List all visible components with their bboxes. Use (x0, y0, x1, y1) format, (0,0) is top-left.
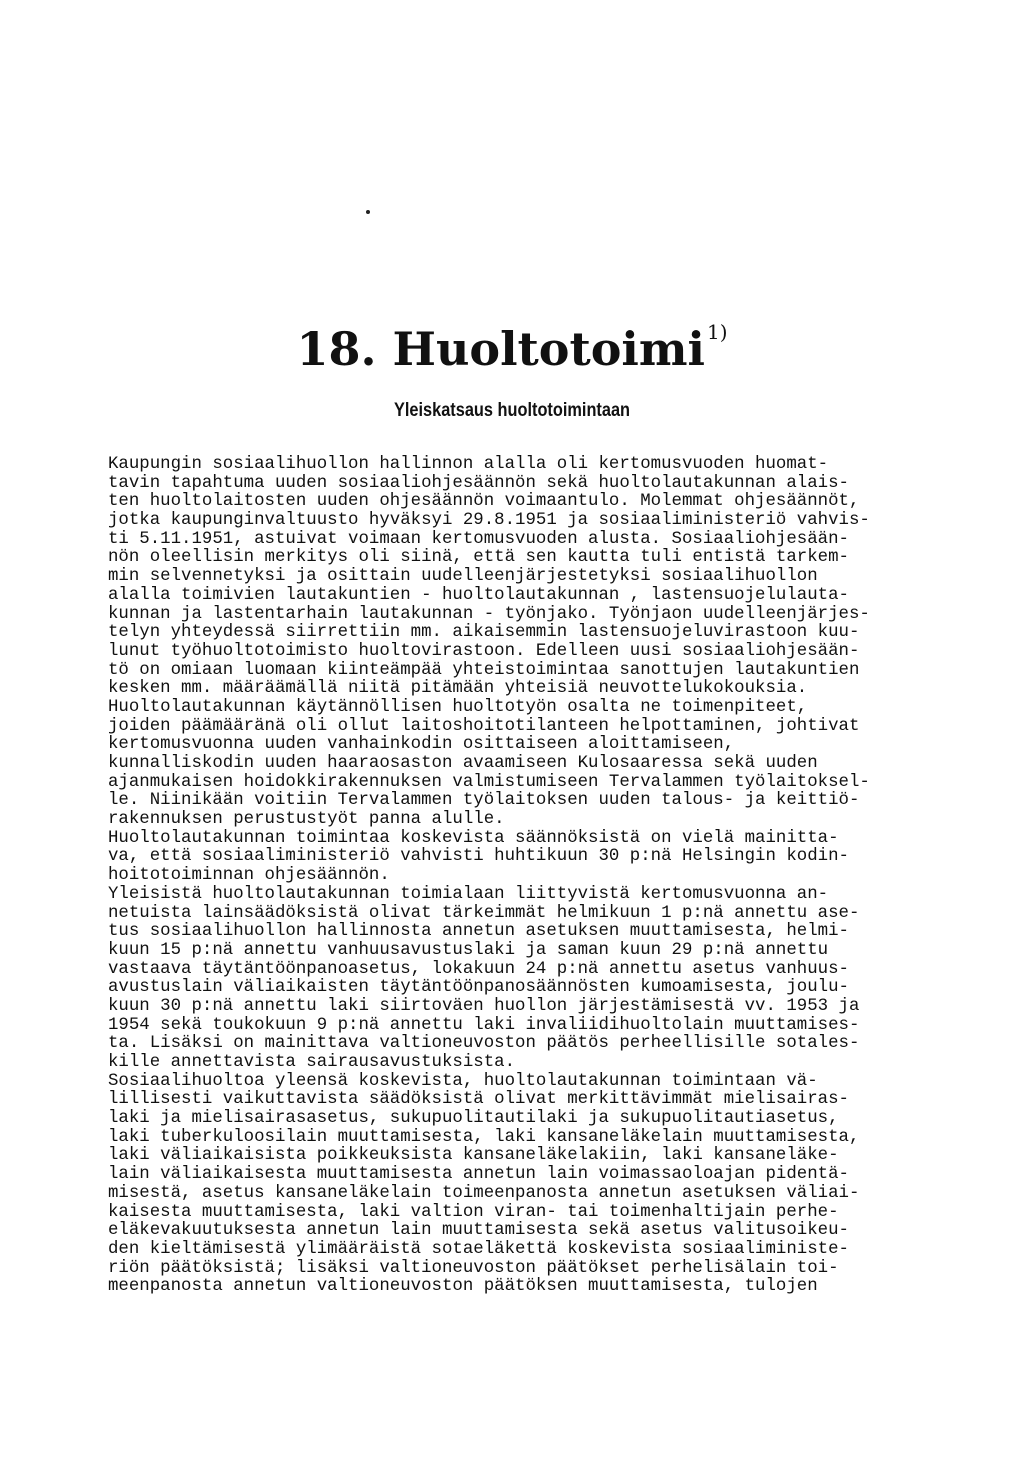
body-line: lillisesti vaikuttavista säädöksistä olivat merkittävimmät mielisairas- (108, 1090, 849, 1110)
body-line: Sosiaalihuoltoa yleensä koskevista, huoltolautakunnan toimintaan vä- (108, 1071, 818, 1091)
body-line: lunut työhuoltotoimisto huoltovirastoon. Edelleen uusi sosiaaliohjesään- (108, 641, 860, 661)
body-line: riön päätöksistä; lisäksi valtioneuvoston päätökset perhelisälain toi- (108, 1258, 839, 1278)
body-line: jotka kaupunginvaltuusto hyväksyi 29.8.1951 ja sosiaaliministeriö vahvis- (108, 511, 870, 531)
body-line: 1954 sekä toukokuun 9 p:nä annettu laki invaliidihuoltolain muuttamises- (108, 1015, 860, 1035)
body-line: lain väliaikaisesta muuttamisesta annetun lain voimassaoloajan pidentä- (108, 1165, 849, 1185)
body-line: misestä, asetus kansaneläkelain toimeenpanosta annetun asetuksen väliai- (108, 1183, 860, 1203)
body-line: ten huoltolaitosten uuden ohjesäännön voimaantulo. Molemmat ohjesäännöt, (108, 492, 860, 512)
body-line: laki väliaikaisista poikkeuksista kansaneläkelakiin, laki kansaneläke- (108, 1146, 839, 1166)
body-line: min selvennetyksi ja osittain uudelleenjärjestetyksi sosiaalihuollon (108, 567, 818, 587)
body-text (108, 456, 978, 1297)
body-line: kille annettavista sairausavustuksista. (108, 1053, 516, 1072)
body-line: hoitotoiminnan ohjesäännön. (108, 866, 390, 886)
body-line: laki ja mielisairasasetus, sukupuolitautilaki ja sukupuolitautiasetus, (108, 1109, 839, 1129)
body-line: kaisesta muuttamisesta, laki valtion viran- tai toimenhaltijain perhe- (108, 1202, 839, 1222)
body-line: vastaava täytäntöönpanoasetus, lokakuun 24 p:nä annettu asetus vanhuus- (108, 959, 849, 979)
body-line: tavin tapahtuma uuden sosiaaliohjesäännön sekä huoltolautakunnan alais- (108, 473, 849, 493)
body-line: tus sosiaalihuollon hallinnosta annetun asetuksen muuttamisesta, helmi- (108, 922, 849, 942)
body-line: eläkevakuutuksesta annetun lain muuttamisesta sekä asetus valitusoikeu- (108, 1221, 849, 1241)
body-line: ajanmukaisen hoidokkirakennuksen valmistumiseen Tervalammen työlaitoksel- (108, 772, 870, 792)
body-line: le. Niinikään voitiin Tervalammen työlaitoksen uuden talous- ja keittiö- (108, 791, 860, 811)
body-line: laki tuberkuloosilain muuttamisesta, laki kansaneläkelain muuttamisesta, (108, 1127, 860, 1147)
body-line: den kieltämisestä ylimääräistä sotaeläkettä koskevista sosiaaliministe- (108, 1239, 849, 1259)
body-line: netuista lainsäädöksistä olivat tärkeimmät helmikuun 1 p:nä annettu ase- (108, 903, 860, 923)
footnote-mark: 1) (707, 320, 728, 344)
section-subtitle: Yleiskatsaus huoltotoimintaan (393, 400, 631, 421)
body-line: kuun 15 p:nä annettu vanhuusavustuslaki ja saman kuun 29 p:nä annettu (108, 940, 829, 960)
body-line: nön oleellisin merkitys oli siinä, että sen kautta tuli entistä tarkem- (108, 548, 849, 568)
body-line: telyn yhteydessä siirrettiin mm. aikaisemmin lastensuojeluvirastoon kuu- (108, 623, 860, 643)
section-number: 18. (296, 322, 377, 376)
body-line: ti 5.11.1951, astuivat voimaan kertomusvuoden alusta. Sosiaaliohjesään- (108, 529, 849, 549)
body-line: kuun 30 p:nä annettu laki siirtoväen huollon järjestämisestä vv. 1953 ja (108, 996, 860, 1016)
body-line: Huoltolautakunnan käytännöllisen huoltotyön osalta ne toimenpiteet, (108, 697, 808, 717)
body-line: meenpanosta annetun valtioneuvoston päätöksen muuttamisesta, tulojen (108, 1277, 818, 1297)
scan-speck (366, 210, 370, 214)
section-title: Huoltotoimi (392, 322, 706, 376)
body-line: ta. Lisäksi on mainittava valtioneuvoston päätös perheellisille sotales- (108, 1034, 860, 1054)
body-line: Yleisistä huoltolautakunnan toimialaan liittyvistä kertomusvuonna an- (108, 884, 829, 904)
body-line: kertomusvuonna uuden vanhainkodin osittaiseen aloittamiseen, (108, 735, 735, 755)
body-line: rakennuksen perustustyöt panna alulle. (108, 810, 505, 830)
body-line: va, että sosiaaliministeriö vahvisti huhtikuun 30 p:nä Helsingin kodin- (108, 847, 849, 867)
body-line: kunnan ja lastentarhain lautakunnan - työnjako. Työnjaon uudelleenjärjes- (108, 604, 870, 624)
body-line: Huoltolautakunnan toimintaa koskevista säännöksistä on vielä mainitta- (108, 828, 839, 848)
body-line: kunnalliskodin uuden haaraosaston avaamiseen Kulosaaressa sekä uuden (108, 754, 818, 773)
body-line: joiden päämääränä oli ollut laitoshoitotilanteen helpottaminen, johtivat (108, 716, 860, 736)
body-line: kesken mm. määräämällä niitä pitämään yhteisiä neuvottelukokouksia. (108, 679, 808, 699)
body-line: avustuslain väliaikaisten täytäntöönpanosäännösten kumoamisesta, joulu- (108, 978, 849, 998)
body-line: Kaupungin sosiaalihuollon hallinnon alalla oli kertomusvuoden huomat- (108, 455, 829, 474)
body-line: alalla toimivien lautakuntien - huoltolautakunnan , lastensuojelulauta- (108, 585, 849, 605)
body-line: tö on omiaan luomaan kiinteämpää yhteistoimintaa sanottujen lautakuntien (108, 660, 860, 680)
page-title (0, 320, 1024, 376)
